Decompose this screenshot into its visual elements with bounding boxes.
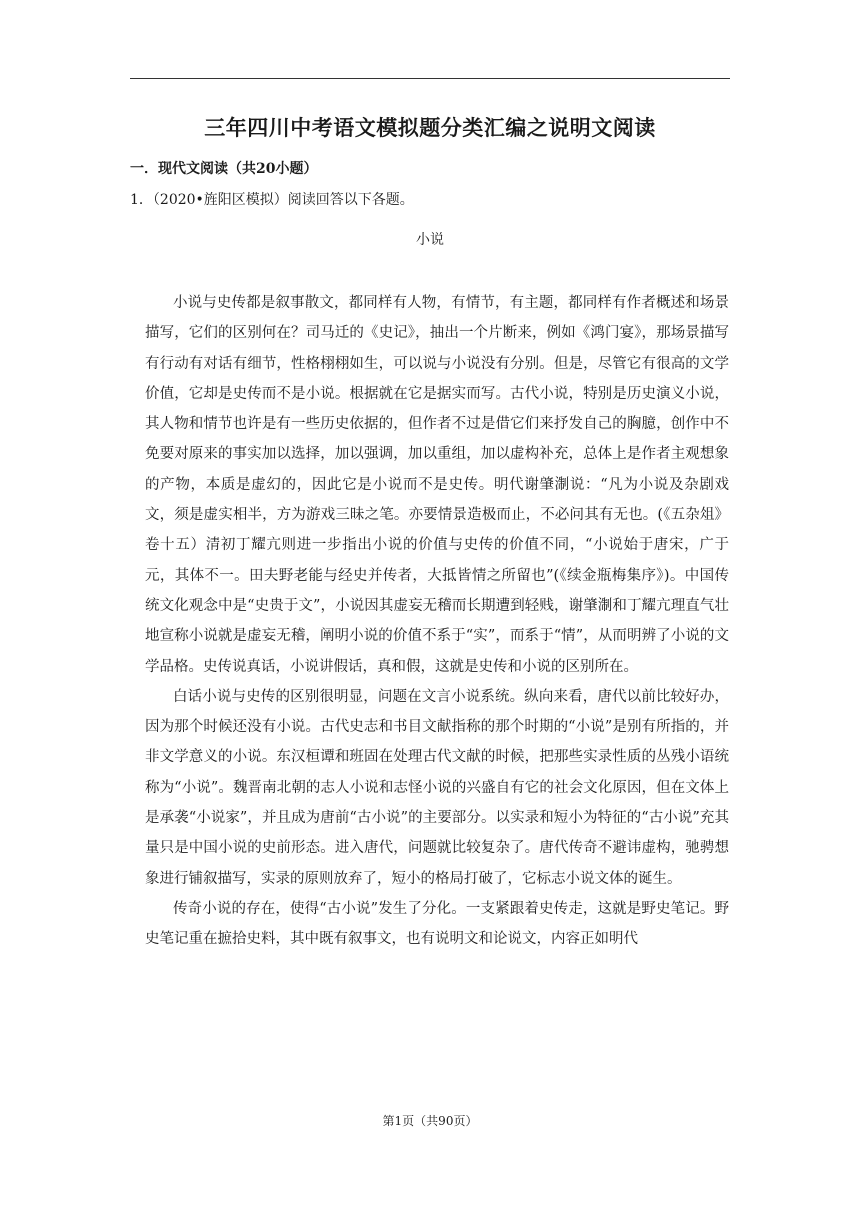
page-number-footer: 第1页（共90页） [382,1114,478,1128]
question-prompt: 1．（2020•旌阳区模拟）阅读回答以下各题。 [130,192,414,208]
section-heading: 一．现代文阅读（共20小题） [130,161,318,177]
header-rule [130,78,730,79]
paragraph-2: 白话小说与史传的区别很明显，问题在文言小说系统。纵向来看，唐代以前比较好办，因为那个时候还没有小说。古代史志和书目文献指称的那个时期的“小说”是别有所指的，并非文学意义的小说。东汉桓谭和班固在处理古代文献的时候，把那些实录性质的丛残小语统称为“小说”。魏晋南北朝的志人小说和志怪小说的兴盛自有它的社会文化原因，但在文体上是承袭“小说家”，并且成为唐前“古小说”的主要部分。以实录和短小为特征的“古小说”充其量只是中国小说的史前形态。进入唐代，问题就比较复杂了。唐代传奇不避讳虚构，驰骋想象进行铺叙描写，实录的原则放弃了，短小的格局打破了，它标志小说文体的诞生。 [145,688,729,887]
paragraph-1: 小说与史传都是叙事散文，都同样有人物，有情节，有主题，都同样有作者概述和场景描写，它们的区别何在？司马迁的《史记》，抽出一个片断来，例如《鸿门宴》，那场景描写有行动有对话有细节，性格栩栩如生，可以说与小说没有分别。但是，尽管它有很高的文学价值，它却是史传而不是小说。根据就在它是据实而写。古代小说，特别是历史演义小说，其人物和情节也许是有一些历史依据的，但作者不过是借它们来抒发自己的胸臆，创作中不免要对原来的事实加以选择，加以强调，加以重组，加以虚构补充，总体上是作者主观想象的产物，本质是虚幻的，因此它是小说而不是史传。明代谢肇淛说：“凡为小说及杂剧戏文，须是虚实相半，方为游戏三昧之笔。亦要情景造极而止，不必问其有无也。(《五杂俎》卷十五）清初丁耀亢则进一步指出小说的价值与史传的价值不同，“小说始于唐宋，广于元，其体不一。田夫野老能与经史并传者，大抵皆情之所留也”(《续金瓶梅集序》)。中国传统文化观念中是“史贵于文”，小说因其虚妄无稽而长期遭到轻贱，谢肇淛和丁耀亢理直气壮地宣称小说就是虚妄无稽，阐明小说的价值不系于“实”，而系于“情”，从而明辨了小说的文学品格。史传说真话，小说讲假话，真和假，这就是史传和小说的区别所在。 [145,295,729,675]
passage-body [145,288,735,955]
paragraph-3: 传奇小说的存在，使得“古小说”发生了分化。一支紧跟着史传走，这就是野史笔记。野史笔记重在摭拾史料，其中既有叙事文，也有说明文和论说文，内容正如明代 [145,900,729,948]
document-title: 三年四川中考语文模拟题分类汇编之说明文阅读 [204,115,656,140]
passage-title: 小说 [416,232,444,248]
